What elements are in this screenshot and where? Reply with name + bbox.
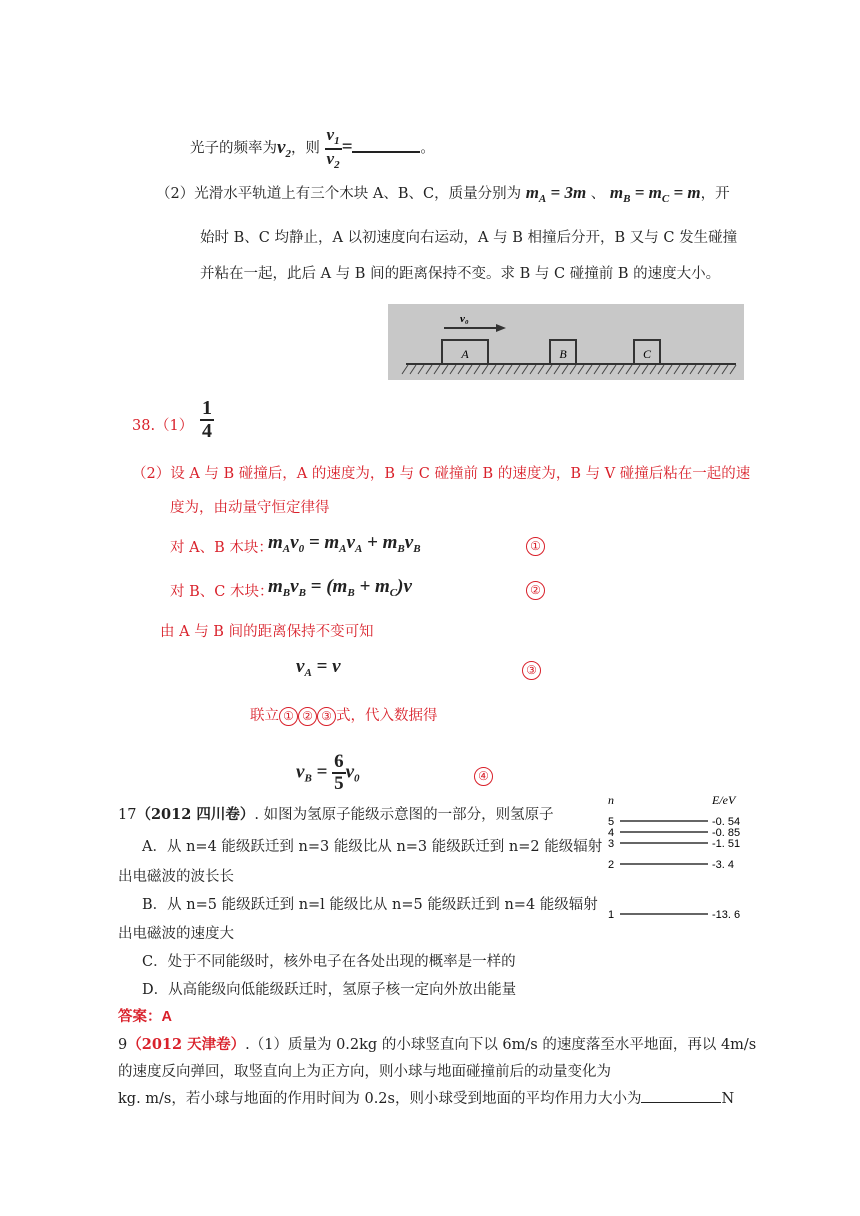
circle-3: ③	[522, 659, 541, 680]
block-b-label: B	[559, 347, 567, 361]
equation-4: $v_B$ = $\frac{6}{5}$ $v_0$	[296, 751, 360, 794]
q17-option-d: D．从高能级向低能级跃迁时，氢原子核一定向外放出能量	[142, 982, 517, 998]
q17-stem: 17（2012 四川卷）. 如图为氢原子能级示意图的一部分，则氢原子	[118, 806, 554, 823]
level-e-1: -13. 6	[712, 909, 741, 921]
circle-1: ①	[526, 535, 545, 556]
level-n-4: 4	[608, 827, 615, 839]
period: 。	[420, 140, 435, 157]
level-e-3: -1. 51	[712, 838, 741, 850]
ab-blocks-label: 对 A、B 木块：	[170, 540, 273, 556]
nu2: $\nu_2$	[277, 136, 291, 160]
answer38-fraction: $\frac{1}{4}$	[202, 397, 212, 442]
e-header: E/eV	[712, 793, 736, 807]
q17-option-b-line2: 出电磁波的速度大	[118, 926, 234, 942]
force-answer-blank	[641, 1090, 721, 1103]
circle-2: ②	[526, 579, 545, 600]
part2-line3: 并粘在一起，此后 A 与 B 间的距离保持不变。求 B 与 C 碰撞前 B 的速度大小。	[200, 266, 721, 282]
level-n-5: 5	[608, 816, 615, 828]
q9-line1: 9（2012 天津卷）.（1）质量为 0.2kg 的小球竖直向下以 6m/s 的速度落至水平地面，再以 4m/s	[118, 1036, 757, 1053]
distance-text: 由 A 与 B 间的距离保持不变可知	[160, 624, 374, 640]
frequency-ratio: $\frac{\nu_1}{\nu_2}$	[326, 125, 340, 171]
q17-option-c: C．处于不同能级时，核外电子在各处出现的概率是一样的	[142, 954, 516, 970]
answer38-p2-line1: （2）设 A 与 B 碰撞后，A 的速度为，B 与 C 碰撞前 B 的速度为，B 与 V 碰撞后粘在一起的速	[132, 466, 751, 482]
level-e-5: -0. 54	[712, 816, 741, 828]
bc-blocks-label: 对 B、C 木块：	[170, 584, 274, 600]
combine-text: 联立 ① ② ③ 式，代入数据得	[250, 708, 438, 724]
n-header: n	[608, 793, 614, 807]
level-e-2: -3. 4	[712, 859, 735, 871]
answer-blank	[352, 137, 420, 153]
q9-line2: 的速度反向弹回，取竖直向上为正方向，则小球与地面碰撞前后的动量变化为	[118, 1064, 611, 1080]
answer38-p2-line2: 度为，由动量守恒定律得	[170, 500, 330, 516]
part2-line2: 始时 B、C 均静止，A 以初速度向右运动，A 与 B 相撞后分开，B 又与 C 发生碰撞	[200, 230, 738, 246]
block-a-label: A	[461, 347, 469, 361]
q17-option-a-line1: A．从 n=4 能级跃迁到 n=3 能级比从 n=3 能级跃迁到 n=2 能级辐射	[142, 839, 603, 855]
energy-level-diagram	[600, 790, 760, 930]
level-n-2: 2	[608, 859, 615, 871]
q17-answer: 答案：A	[118, 1009, 172, 1025]
previous-question-tail	[190, 126, 435, 171]
block-c-label: C	[642, 347, 652, 361]
level-e-4: -0. 85	[712, 827, 741, 839]
blocks-figure	[388, 304, 744, 380]
equals: =	[341, 136, 353, 158]
equation-2: $m_Bv_B = (m_B + m_C)v$	[268, 576, 412, 599]
level-n-3: 3	[608, 838, 615, 850]
v0-label: v₀	[460, 313, 469, 325]
answer38-label: 38.（1）	[132, 418, 194, 434]
level-n-1: 1	[608, 909, 615, 921]
circle-4: ④	[474, 765, 493, 786]
text: 光子的频率为	[190, 140, 277, 157]
text: ，则	[290, 140, 320, 157]
part2-line1: （2）光滑水平轨道上有三个木块 A、B、C，质量分别为 $m_A = 3m$ 、 $m_B = m_C = m$，开	[156, 183, 730, 205]
equation-1: $m_Av_0 = m_Av_A + m_Bv_B$	[268, 532, 421, 555]
q9-line3: kg. m/s，若小球与地面的作用时间为 0.2s，则小球受到地面的平均作用力大小为 N	[118, 1091, 735, 1107]
q17-option-b-line1: B．从 n=5 能级跃迁到 n=l 能级比从 n=5 能级跃迁到 n=4 能级辐射	[142, 897, 598, 913]
equation-3: $v_A = v$	[296, 656, 341, 679]
q17-option-a-line2: 出电磁波的波长长	[118, 869, 234, 885]
